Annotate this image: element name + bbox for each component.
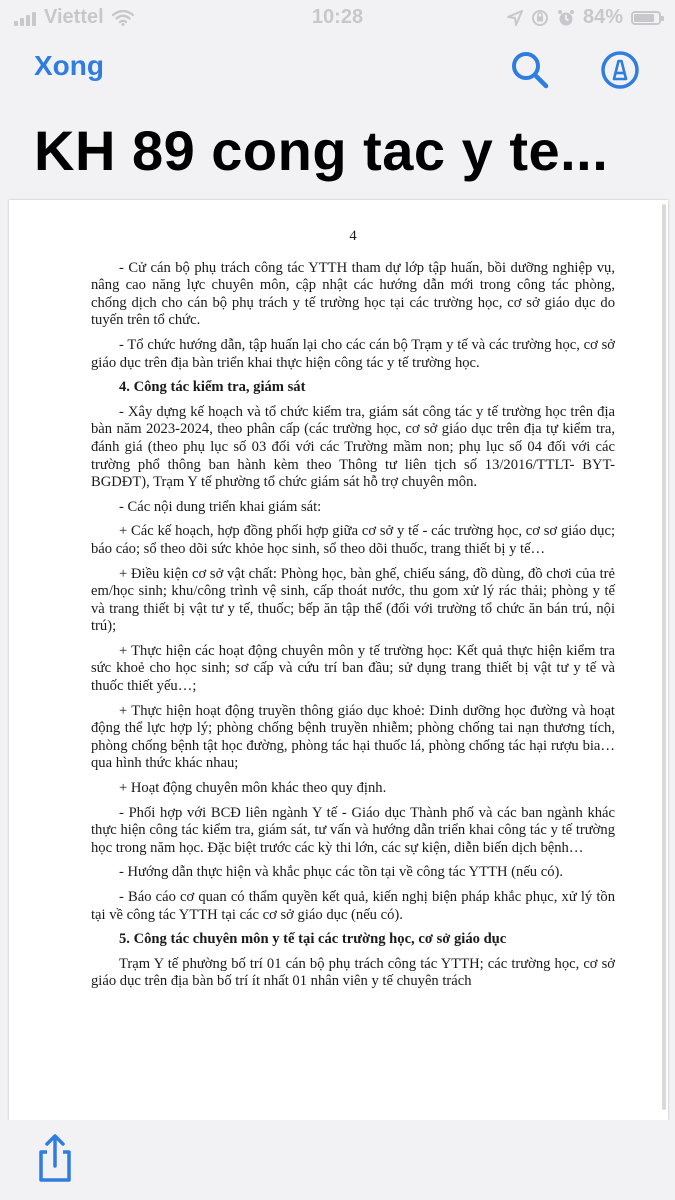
paragraph: - Các nội dung triển khai giám sát: [119, 498, 322, 515]
paragraph: - Phối hợp với BCĐ liên ngành Y tế - Giáo dục Thành phố và các ban ngành khác thực hiện công tác kiểm tra, giám sát, tư vấn và hướng dẫn triển khai công tác y tế trường học trong năm học. Đặc biệt trước các kỳ thi lớn, các sự kiện, diễn biến dịch bệnh… [91, 804, 615, 856]
document-page[interactable] [9, 200, 668, 1120]
paragraph: - Cử cán bộ phụ trách công tác YTTH tham dự lớp tập huấn, bồi dưỡng nghiệp vụ, nâng cao năng lực chuyên môn, cập nhật các hướng dẫn mới trong công tác phòng, chống dịch cho cán bộ phụ trách y tế trường học tại các trường học, cơ sở giáo dục do tuyến trên tổ chức. [91, 259, 615, 329]
paragraph: - Xây dựng kế hoạch và tổ chức kiểm tra, giám sát công tác y tế trường học trên địa bàn năm 2023-2024, theo phân cấp (các trường học, cơ sở giáo dục trên địa tự kiểm tra, đánh giá (theo phụ lục số 03 đối với các Trường mầm non; phụ lục số 04 đối với các trường phổ thông ban hành kèm theo Thông tư liên tịch số 13/2016/TTLT- BYT-BGDĐT), Trạm Y tế phường tổ chức giám sát hỗ trợ chuyên môn. [91, 403, 615, 491]
bottom-toolbar [0, 1120, 675, 1200]
battery-icon [631, 11, 661, 25]
search-icon [508, 48, 552, 92]
location-icon [507, 10, 523, 26]
search-button[interactable] [508, 48, 552, 92]
paragraph: Trạm Y tế phường bố trí 01 cán bộ phụ trách công tác YTTH; các trường học, cơ sở giáo dục trên địa bàn bố trí ít nhất 01 nhân viên y tế chuyên trách [91, 955, 615, 990]
share-icon [33, 1134, 77, 1184]
paragraph: + Các kế hoạch, hợp đồng phối hợp giữa cơ sở y tế - các trường học, cơ sơ giáo dục; báo cáo; sổ theo dõi sức khỏe học sinh, sổ theo dõi thuốc, trang thiết bị y tế… [91, 523, 615, 557]
orientation-lock-icon [531, 9, 549, 27]
status-bar [0, 0, 675, 36]
section-heading: 5. Công tác chuyên môn y tế tại các trường học, cơ sở giáo dục [119, 931, 507, 948]
paragraph: + Hoạt động chuyên môn khác theo quy định. [119, 780, 387, 797]
markup-button[interactable] [598, 48, 642, 92]
battery-fill [634, 14, 654, 22]
page-content [91, 228, 615, 998]
paragraph: - Báo cáo cơ quan có thẩm quyền kết quả, kiến nghị biện pháp khắc phục, xử lý tồn tại về công tác YTTH tại các cơ sở giáo dục (nếu có). [91, 889, 615, 923]
markup-icon [598, 48, 642, 92]
paragraph: + Thực hiện hoạt động truyền thông giáo dục khoẻ: Dinh dưỡng học đường và hoạt động thể lực hợp lý; phòng chống bệnh truyền nhiễm; phòng chống tai nạn thương tích, phòng chống bệnh tật học đường, phòng tác hại thuốc lá, phòng chống tác hại rượu bia… qua hình thức khác nhau; [91, 702, 615, 772]
status-right [507, 6, 661, 29]
battery-percent: 84% [582, 6, 623, 28]
paragraph: - Tổ chức hướng dẫn, tập huấn lại cho các cán bộ Trạm y tế và các trường học, cơ sở giáo dục trên địa bàn triển khai thực hiện công tác y tế trường học. [91, 336, 615, 371]
paragraph: + Thực hiện các hoạt động chuyên môn y tế trường học: Kết quả thực hiện kiểm tra sức khoẻ cho học sinh; sơ cấp và cứu trí ban đầu; sử dụng trang thiết bị vật tư y tế và thuốc thiết yếu…; [91, 642, 615, 695]
page-number: 4 [349, 228, 357, 244]
section-heading: 4. Công tác kiểm tra, giám sát [119, 379, 306, 396]
document-title: KH 89 cong tac y te... [34, 119, 609, 182]
done-button[interactable]: Xong [34, 50, 104, 81]
alarm-icon [557, 9, 575, 27]
status-time: 10:28 [311, 6, 364, 28]
share-button[interactable] [33, 1134, 77, 1184]
scroll-indicator[interactable] [662, 204, 666, 1110]
paragraph: + Điều kiện cơ sở vật chất: Phòng học, bàn ghế, chiếu sáng, đồ dùng, đồ chơi của trẻ em/học sinh; khu/công trình vệ sinh, cấp thoát nước, thu gom xử lý rác thải; phòng y tế và trang thiết bị vật tư y tế, thuốc; bếp ăn tập thể (đối với trường tổ chức ăn bán trú, nội trú); [91, 565, 615, 635]
navigation-bar [0, 40, 675, 100]
paragraph: - Hướng dẫn thực hiện và khắc phục các tồn tại về công tác YTTH (nếu có). [119, 864, 564, 881]
carrier-name: Viettel [44, 6, 104, 28]
